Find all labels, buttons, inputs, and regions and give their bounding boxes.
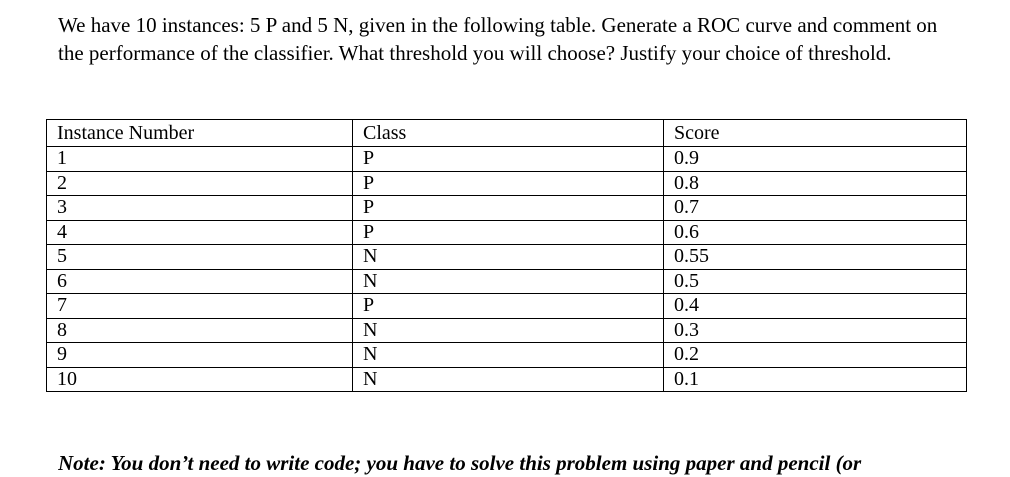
header-instance-number: Instance Number: [47, 120, 353, 147]
table-row: [47, 294, 967, 319]
problem-statement: We have 10 instances: 5 P and 5 N, given in the following table. Generate a ROC curve and comment on the performance of the classifier. What threshold you will choose? Justify your choice of threshold.: [58, 13, 938, 65]
class-cell: P: [353, 171, 664, 196]
class-cell: P: [353, 196, 664, 221]
score-cell: 0.2: [664, 343, 967, 368]
score-cell: 0.55: [664, 245, 967, 270]
class-cell: P: [353, 147, 664, 172]
class-cell: N: [353, 269, 664, 294]
table-header-row: [47, 120, 967, 147]
instance-number-cell: 2: [47, 171, 353, 196]
instance-number-cell: 9: [47, 343, 353, 368]
table-row: [47, 269, 967, 294]
score-cell: 0.7: [664, 196, 967, 221]
table-row: [47, 147, 967, 172]
instance-number-cell: 8: [47, 318, 353, 343]
score-cell: 0.5: [664, 269, 967, 294]
instance-number-cell: 6: [47, 269, 353, 294]
instance-number-cell: 10: [47, 367, 353, 392]
instance-number-cell: 5: [47, 245, 353, 270]
table-row: [47, 220, 967, 245]
score-cell: 0.8: [664, 171, 967, 196]
instance-number-cell: 1: [47, 147, 353, 172]
class-cell: N: [353, 343, 664, 368]
instance-number-cell: 4: [47, 220, 353, 245]
table-row: [47, 343, 967, 368]
class-cell: N: [353, 245, 664, 270]
table-row: [47, 171, 967, 196]
class-cell: P: [353, 294, 664, 319]
instance-number-cell: 7: [47, 294, 353, 319]
table-row: [47, 318, 967, 343]
score-cell: 0.9: [664, 147, 967, 172]
instance-number-cell: 3: [47, 196, 353, 221]
score-cell: 0.3: [664, 318, 967, 343]
note-text: Note: You don’t need to write code; you have to solve this problem using paper and pencil (or: [58, 451, 862, 475]
score-cell: 0.1: [664, 367, 967, 392]
class-cell: N: [353, 367, 664, 392]
header-class: Class: [353, 120, 664, 147]
instances-table: [46, 119, 967, 392]
header-score: Score: [664, 120, 967, 147]
class-cell: N: [353, 318, 664, 343]
score-cell: 0.6: [664, 220, 967, 245]
table-row: [47, 196, 967, 221]
score-cell: 0.4: [664, 294, 967, 319]
class-cell: P: [353, 220, 664, 245]
table-row: [47, 245, 967, 270]
table-row: [47, 367, 967, 392]
